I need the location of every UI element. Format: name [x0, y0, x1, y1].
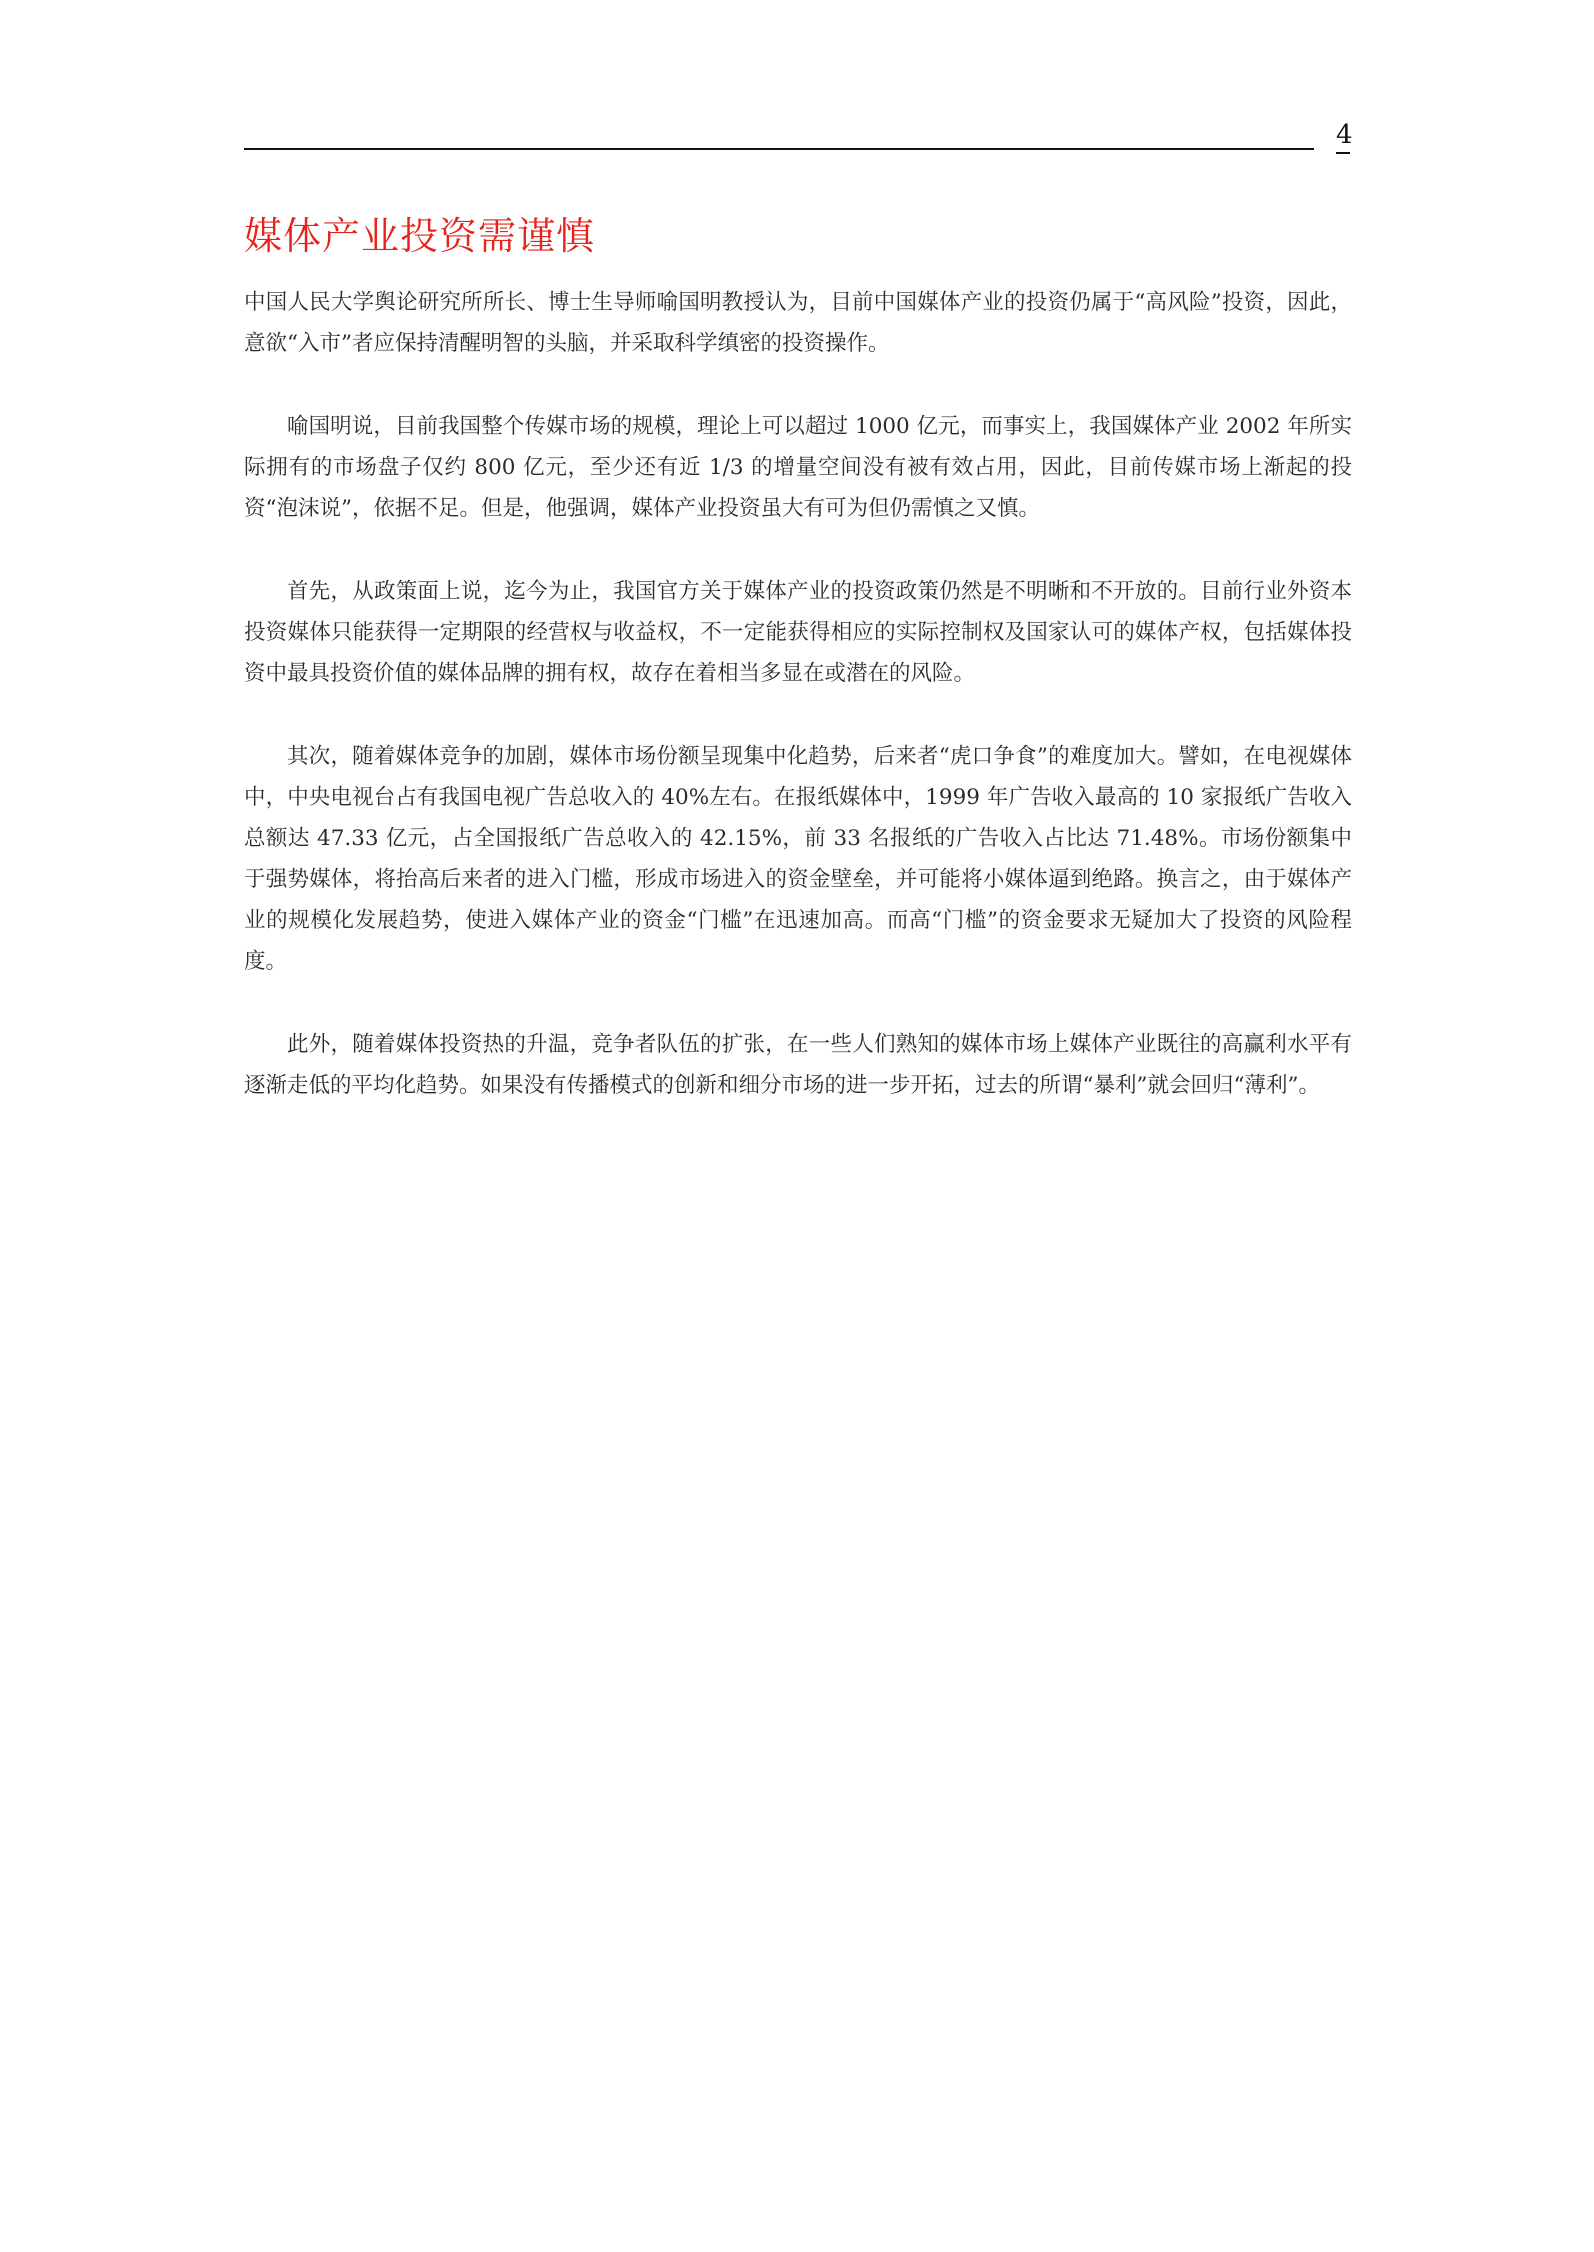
paragraph-policy-risk: 首先，从政策面上说，迄今为止，我国官方关于媒体产业的投资政策仍然是不明晰和不开放的。目前行业外资本投资媒体只能获得一定期限的经营权与收益权，不一定能获得相应的实际控制权及国家认可的媒体产权，包括媒体投资中最具投资价值的媒体品牌的拥有权，故存在着相当多显在或潜在的风险。 — [244, 579, 1352, 686]
paragraph-profit-trend: 此外，随着媒体投资热的升温，竞争者队伍的扩张，在一些人们熟知的媒体市场上媒体产业既往的高赢利水平有逐渐走低的平均化趋势。如果没有传播模式的创新和细分市场的进一步开拓，过去的所谓“暴利”就会回归“薄利”。 — [244, 1032, 1352, 1098]
article-body — [244, 282, 1352, 1148]
paragraph-market-concentration: 其次，随着媒体竞争的加剧，媒体市场份额呈现集中化趋势，后来者“虎口争食”的难度加大。譬如，在电视媒体中，中央电视台占有我国电视广告总收入的 40%左右。在报纸媒体中，1999 年广告收入最高的 10 家报纸广告收入总额达 47.33 亿元，占全国报纸广告总收入的 42.15%，前 33 名报纸的广告收入占比达 71.48%。市场份额集中于强势媒体，将抬高后来者的进入门槛，形成市场进入的资金壁垒，并可能将小媒体逼到绝路。换言之，由于媒体产业的规模化发展趋势，使进入媒体产业的资金“门槛”在迅速加高。而高“门槛”的资金要求无疑加大了投资的风险程度。 — [244, 744, 1352, 974]
page-number-underline — [1336, 152, 1350, 154]
page-number: 4 — [1336, 120, 1353, 150]
header-rule — [244, 148, 1314, 150]
article-title: 媒体产业投资需谨慎 — [244, 214, 596, 258]
paragraph-intro: 中国人民大学舆论研究所所长、博士生导师喻国明教授认为，目前中国媒体产业的投资仍属于“高风险”投资，因此，意欲“入市”者应保持清醒明智的头脑，并采取科学缜密的投资操作。 — [244, 290, 1352, 356]
paragraph-market-size: 喻国明说，目前我国整个传媒市场的规模，理论上可以超过 1000 亿元，而事实上，我国媒体产业 2002 年所实际拥有的市场盘子仅约 800 亿元，至少还有近 1/3 的增量空间没有被有效占用，因此，目前传媒市场上渐起的投资“泡沫说”，依据不足。但是，他强调，媒体产业投资虽大有可为但仍需慎之又慎。 — [244, 414, 1352, 521]
